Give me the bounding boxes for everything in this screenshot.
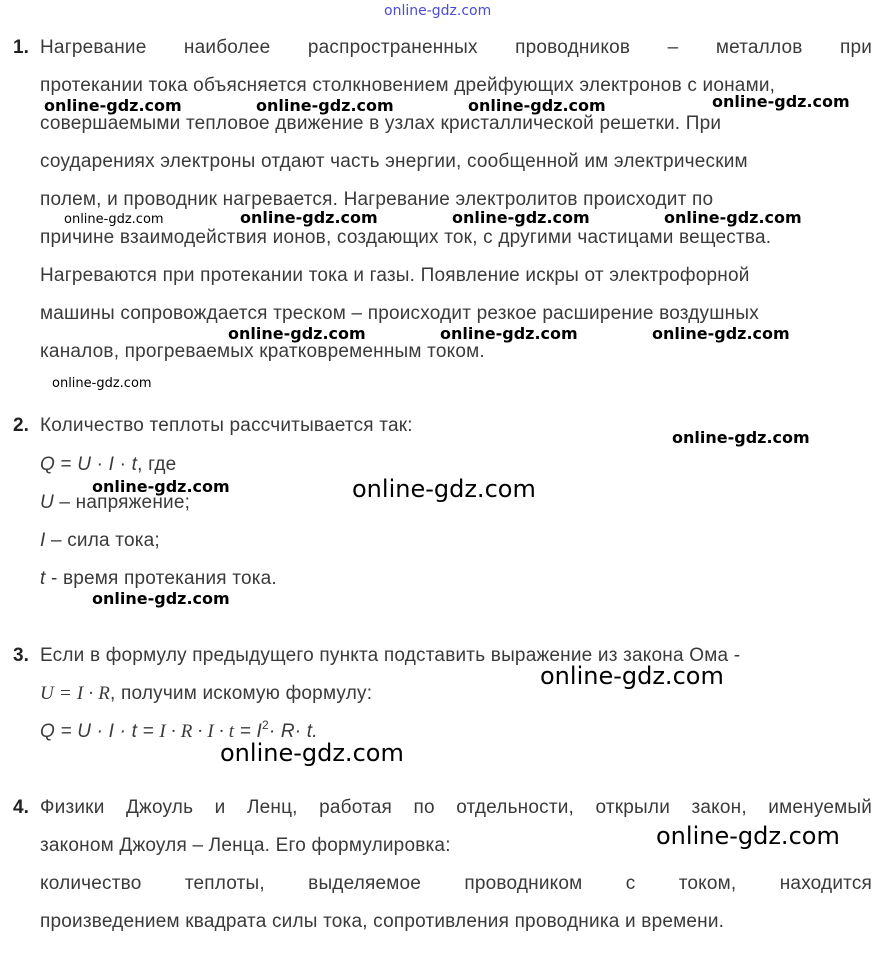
paragraph-1-line-9: каналов, прогреваемых кратковременным током.	[40, 341, 485, 362]
watermark: online-gdz.com	[440, 324, 578, 343]
watermark: online-gdz.com	[468, 96, 606, 115]
watermark: online-gdz.com	[712, 92, 850, 111]
paragraph-2-intro: Количество теплоты рассчитывается так:	[40, 415, 413, 436]
watermark: online-gdz.com	[44, 96, 182, 115]
watermark: online-gdz.com	[228, 324, 366, 343]
paragraph-3-line-1: Если в формулу предыдущего пункта подставить выражение из закона Ома -	[40, 645, 741, 666]
watermark: online-gdz.com	[656, 822, 840, 850]
definition-voltage: U – напряжение;	[40, 492, 191, 513]
paragraph-3-line-2: U = I · R, получим искомую формулу:	[40, 683, 373, 704]
paragraph-4-line-4: произведением квадрата силы тока, сопротивления проводника и времени.	[40, 911, 725, 932]
watermark: online-gdz.com	[352, 475, 536, 503]
paragraph-1-line-3: совершаемыми тепловое движение в узлах кристаллической решетки. При	[40, 113, 722, 134]
definition-time: t - время протекания тока.	[40, 568, 277, 589]
formula-joule-lenz: $Q = U \cdot I \cdot t = I \cdot R \cdot I \cdot t = I^2\cdot R\cdot t$.	[40, 718, 318, 742]
paragraph-4-line-1: Физики Джоуль и Ленц, работая по отдельности, открыли закон, именуемый	[40, 797, 873, 818]
watermark: online-gdz.com	[540, 662, 724, 690]
definition-current: I – сила тока;	[40, 530, 160, 551]
watermark: online-gdz.com	[664, 208, 802, 227]
watermark: online-gdz.com	[256, 96, 394, 115]
watermark: online-gdz.com	[652, 324, 790, 343]
watermark: online-gdz.com	[52, 376, 152, 391]
item-number-1: 1.	[13, 37, 29, 58]
paragraph-1-line-8: машины сопровождается треском – происходит резкое расширение воздушных	[40, 303, 759, 324]
watermark: online-gdz.com	[92, 589, 230, 608]
paragraph-1-line-4: соударениях электроны отдают часть энергии, сообщенной им электрическим	[40, 151, 748, 172]
paragraph-4-line-2: законом Джоуля – Ленца. Его формулировка:	[40, 835, 451, 856]
watermark: online-gdz.com	[64, 212, 164, 227]
paragraph-1-line-1: Нагревание наиболее распространенных проводников – металлов при	[40, 37, 873, 58]
watermark: online-gdz.com	[452, 208, 590, 227]
item-number-3: 3.	[13, 645, 29, 666]
paragraph-4-line-3: количество теплоты, выделяемое проводником с током, находится	[40, 873, 873, 894]
watermark: online-gdz.com	[220, 739, 404, 767]
item-number-4: 4.	[13, 797, 29, 818]
paragraph-1-line-6: причине взаимодействия ионов, создающих ток, с другими частицами вещества.	[40, 227, 772, 248]
formula-heat: Q = U · I · t, где	[40, 454, 177, 475]
item-number-2: 2.	[13, 415, 29, 436]
watermark: online-gdz.com	[384, 3, 492, 19]
paragraph-1-line-5: полем, и проводник нагревается. Нагревание электролитов происходит по	[40, 189, 714, 210]
watermark: online-gdz.com	[240, 208, 378, 227]
paragraph-1-line-2: протекании тока объясняется столкновением дрейфующих электронов с ионами,	[40, 75, 776, 96]
ohm-law-formula: U = I · R	[40, 683, 111, 704]
paragraph-1-line-7: Нагреваются при протекании тока и газы. Появление искры от электрофорной	[40, 265, 750, 286]
watermark: online-gdz.com	[672, 428, 810, 447]
watermark: online-gdz.com	[92, 477, 230, 496]
